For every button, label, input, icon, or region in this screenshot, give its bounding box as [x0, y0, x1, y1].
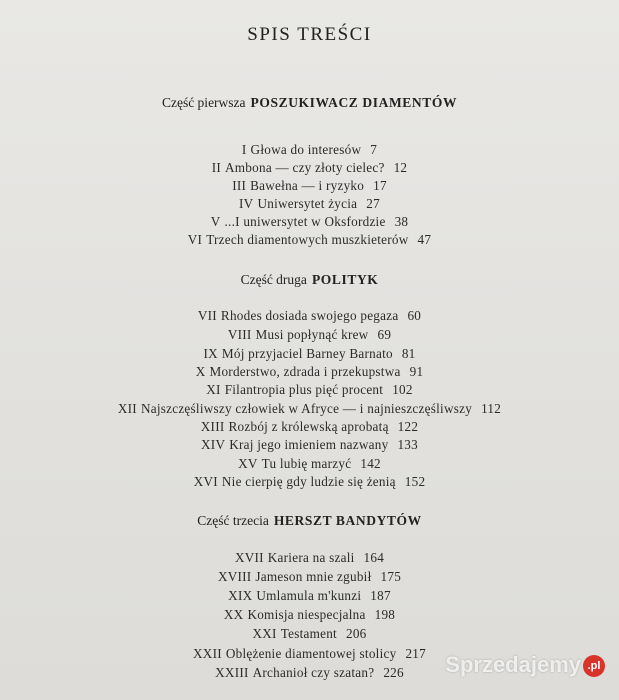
chapter-title: Umlamula m'kunzi: [256, 588, 362, 603]
toc-entry: [0, 588, 619, 604]
page-number: 38: [394, 214, 409, 229]
chapter-title: Kariera na szali: [267, 550, 355, 565]
chapter-number: X: [195, 364, 206, 379]
toc-entry: [0, 308, 619, 324]
page-number: 27: [366, 196, 380, 211]
page-number: 7: [370, 142, 378, 157]
chapter-title: Archanioł czy szatan?: [252, 665, 375, 680]
page-title: SPIS TREŚCI: [247, 24, 372, 45]
chapter-number: II: [211, 160, 222, 175]
chapter-number: IV: [239, 196, 254, 211]
chapter-number: XX: [223, 607, 244, 622]
chapter-title: Rozbój z królewską aprobatą: [228, 419, 389, 434]
page-number: 187: [370, 588, 391, 603]
chapter-number: XV: [238, 456, 258, 471]
page-number: 69: [377, 327, 392, 342]
chapter-number: XII: [117, 401, 137, 416]
page-number: 206: [345, 626, 367, 641]
part-name: POSZUKIWACZ DIAMENTÓW: [250, 95, 458, 110]
part-heading-1: [0, 95, 619, 111]
watermark-badge: .pl: [583, 655, 605, 677]
toc-entry: [0, 569, 619, 585]
page-number: 133: [397, 437, 418, 452]
toc-entry: [0, 178, 619, 194]
page-number: 17: [373, 178, 387, 193]
chapter-number: VI: [187, 232, 203, 247]
chapter-title: Ambona — czy złoty cielec?: [225, 160, 385, 175]
chapter-title: Nie cierpię gdy ludzie się żenią: [221, 474, 396, 489]
chapter-title: Mój przyjaciel Barney Barnato: [221, 346, 393, 361]
part-label: Część trzecia: [197, 513, 269, 528]
chapter-number: XI: [206, 382, 221, 397]
page-number: 47: [417, 232, 432, 247]
toc-entry: [0, 382, 619, 398]
chapter-title: Testament: [280, 626, 337, 641]
page-number: 164: [363, 550, 385, 565]
chapter-title: Morderstwo, zdrada i przekupstwa: [209, 364, 401, 379]
chapter-number: XVI: [193, 474, 218, 489]
toc-entry: [0, 550, 619, 566]
chapter-number: V: [210, 214, 221, 229]
chapter-title: Rhodes dosiada swojego pegaza: [220, 308, 399, 323]
part-heading-3: [0, 513, 619, 529]
chapter-number: XIV: [201, 437, 226, 452]
chapter-title: Komisja niespecjalna: [247, 607, 366, 622]
toc-entry: [0, 419, 619, 435]
toc-entry: [0, 346, 619, 362]
toc-entry: [0, 626, 619, 642]
toc-entry: [0, 364, 619, 380]
page-number: 60: [407, 308, 422, 323]
part-heading-2: [0, 272, 619, 288]
chapter-number: VII: [197, 308, 217, 323]
toc-entry: [0, 232, 619, 248]
page-number: 152: [404, 474, 426, 489]
part-name: HERSZT BANDYTÓW: [273, 513, 422, 528]
chapter-title: Bawełna — i ryzyko: [250, 178, 365, 193]
chapter-title: Oblężenie diamentowej stolicy: [225, 646, 397, 661]
page-number: 226: [383, 665, 404, 680]
chapter-number: I: [241, 142, 247, 157]
chapter-number: XIII: [200, 419, 225, 434]
toc-entry: [0, 142, 619, 158]
page-number: 217: [405, 646, 426, 661]
chapter-number: XXII: [193, 646, 222, 661]
page-number: 102: [392, 382, 413, 397]
page-number: 12: [393, 160, 408, 175]
chapter-title: Trzech diamentowych muszkieterów: [206, 232, 409, 247]
page-number: 122: [397, 419, 419, 434]
toc-entry: [0, 437, 619, 453]
chapter-title: Kraj jego imieniem nazwany: [229, 437, 389, 452]
chapter-title: Jameson mnie zgubił: [255, 569, 372, 584]
toc-entry: [0, 456, 619, 472]
chapter-number: XVIII: [217, 569, 252, 584]
watermark-logo: [445, 652, 605, 678]
toc-entry: [0, 214, 619, 230]
page-number: 198: [374, 607, 396, 622]
page-number: 142: [360, 456, 381, 471]
part-label: Część druga: [240, 272, 307, 287]
chapter-title: Musi popłynąć krew: [255, 327, 369, 342]
chapter-title: ...I uniwersytet w Oksfordzie: [224, 214, 386, 229]
watermark-text: Sprzedajemy: [445, 652, 581, 677]
page-number: 91: [409, 364, 424, 379]
toc-entry: [0, 607, 619, 623]
toc-entry: [0, 327, 619, 343]
chapter-number: XXIII: [215, 665, 249, 680]
chapter-number: VIII: [227, 327, 252, 342]
page-number: 81: [401, 346, 416, 361]
part-name: POLITYK: [311, 272, 379, 287]
page-number: 175: [380, 569, 402, 584]
chapter-title: Uniwersytet życia: [257, 196, 358, 211]
page-number: 112: [481, 401, 502, 416]
chapter-number: XXI: [252, 626, 277, 641]
toc-entry: [0, 474, 619, 490]
chapter-title: Filantropia plus pięć procent: [224, 382, 384, 397]
toc-entry: [0, 160, 619, 176]
chapter-number: XIX: [228, 588, 253, 603]
toc-entry: [0, 401, 619, 417]
toc-entry: [0, 196, 619, 212]
chapter-number: III: [232, 178, 247, 193]
part-label: Część pierwsza: [161, 95, 246, 110]
chapter-number: XVII: [234, 550, 264, 565]
chapter-title: Głowa do interesów: [250, 142, 362, 157]
chapter-number: IX: [203, 346, 218, 361]
chapter-title: Najszczęśliwszy człowiek w Afryce — i najnieszczęśliwszy: [140, 401, 473, 416]
chapter-title: Tu lubię marzyć: [261, 456, 352, 471]
